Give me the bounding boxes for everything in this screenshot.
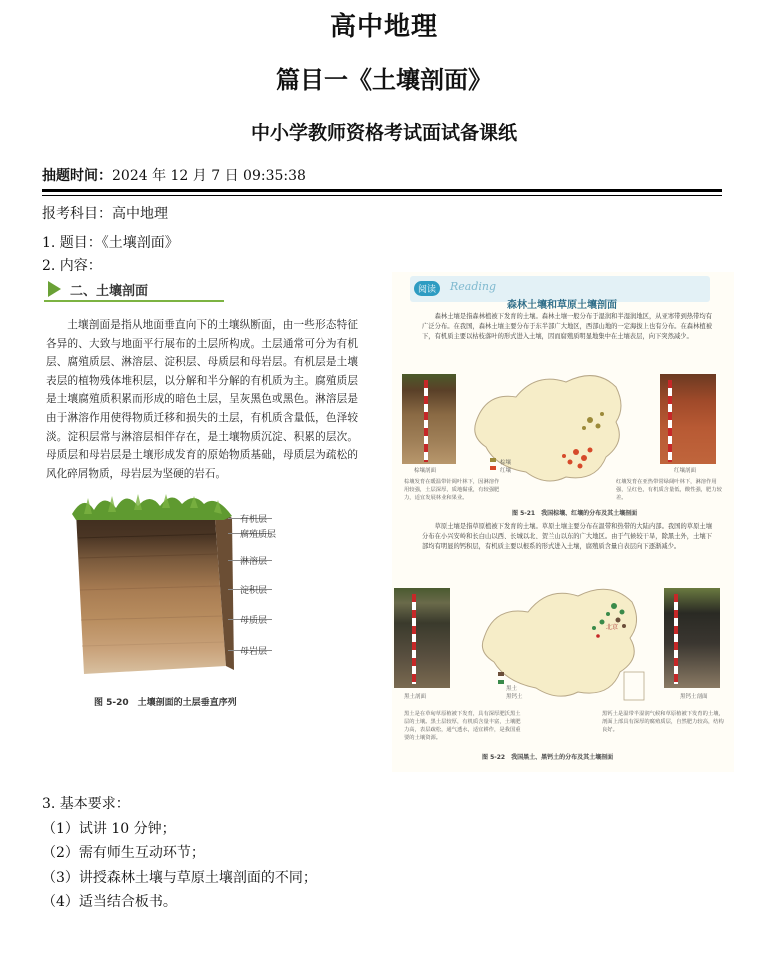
legend-black-soil: 黑土 xyxy=(506,686,518,692)
scale-ruler xyxy=(412,594,416,684)
forest-soil-paragraph: 森林土壤是指森林植被下发育的土壤。森林土壤一般分布于湿润和半湿润地区，从亚寒带到热带均有广泛分布。在我国，森林土壤主要分布于东半部广大地区，西部山地的一定海拔上也有分布。在森林植被下，有机质主要以枯枝落叶的形式进入土壤，因而腐殖质明显地集中在土壤表层，向下突然减少。 xyxy=(422,313,712,341)
textbook-right-image xyxy=(392,272,734,772)
requirements xyxy=(42,792,317,915)
layer-label-bedrock: 母岩层 xyxy=(240,647,268,657)
layer-label-illuvial: 淀积层 xyxy=(240,586,268,596)
draw-time xyxy=(42,165,306,185)
legend-chernozem: 黑钙土 xyxy=(506,694,523,700)
red-soil-caption: 红壤剖面 xyxy=(674,468,697,474)
black-soil-photo xyxy=(394,588,450,688)
figure-caption-5-20: 图 5-20 土壤剖面的土层垂直序列 xyxy=(94,698,237,708)
textbook-left-image xyxy=(44,278,374,728)
china-map-forest-soil xyxy=(466,362,636,492)
scale-ruler xyxy=(674,594,678,684)
layer-label-organic: 有机层 xyxy=(240,515,268,525)
chernozem-caption: 黑钙土剖面 xyxy=(680,694,708,700)
section-heading-text: 二、土壤剖面 xyxy=(70,284,149,299)
reading-title: 森林土壤和草原土壤剖面 xyxy=(507,300,617,311)
figure-caption-5-22: 图 5-22 我国黑土、黑钙土的分布及其土壤剖面 xyxy=(482,754,614,761)
grassland-soil-paragraph: 草原土壤是指草原植被下发育的土壤。草原土壤主要分布在温带和热带的大陆内部。我国的草原土壤分布在小兴安岭和长白山以西、长城以北、贺兰山以东的广大地区。由于气候较干旱，除黑土外，土壤下部均有明显的钙积层，有机质主要以根系的形式进入土壤，腐殖质含量自表层向下逐渐减少。 xyxy=(422,523,712,551)
reading-word: Reading xyxy=(450,280,497,293)
soil-profile-paragraph: 土壤剖面是指从地面垂直向下的土壤纵断面，由一些形态特征各异的、大致与地面平行展布的土层所构成。土层通常可分为有机层、腐殖质层、淋溶层、淀积层、母质层和母岩层。有机层是土壤表层的植物残体堆积层，以分解和半分解的有机质为主。腐殖质层是土壤腐殖质积累而形成的暗色土层，呈灰黑色或黑色。淋溶层是由于淋溶作用使得物质迁移和损失的土层，有机质含量低，色泽较淡。淀积层常与淋溶层相伴存在，是土壤物质沉淀、积累的层次。母质层和母岩层是土壤形成发育的原始物质基础，母质层为疏松的风化碎屑物质，母岩层为坚硬的岩石。 xyxy=(46,319,358,480)
black-soil-description: 黑土是在草甸草原植被下发育，具有深厚肥沃黑土层的土壤。黑土层较厚，有机质含量丰富，土壤肥力高，表层疏松，通气透水，适宜耕作，是我国重要的土壤资源。 xyxy=(404,711,521,741)
requirement-item: （4）适当结合板书。 xyxy=(42,894,177,910)
triangle-icon xyxy=(48,281,61,297)
scale-ruler xyxy=(424,380,428,462)
china-map-grassland-soil xyxy=(474,576,652,706)
soil-profile-illustration xyxy=(64,490,234,680)
requirement-item: （2）需有师生互动环节； xyxy=(42,845,205,861)
section-heading xyxy=(44,278,224,302)
item-content: 2. 内容： xyxy=(42,258,102,274)
reading-tag: 阅读 xyxy=(414,281,440,296)
brown-soil-caption: 棕壤剖面 xyxy=(414,468,437,474)
red-soil-description: 红壤发育在亚热带常绿阔叶林下，淋溶作用强，呈红色，有机质含量低，酸性强，肥力较差。 xyxy=(616,479,722,501)
layer-label-humus: 腐殖质层 xyxy=(240,530,277,540)
item-title: 1. 题目：《土壤剖面》 xyxy=(42,235,179,251)
black-soil-caption: 黑土剖面 xyxy=(404,694,427,700)
subject-title: 高中地理 xyxy=(329,12,438,42)
layer-label-eluvial: 淋溶层 xyxy=(240,557,268,567)
draw-time-value: 2024 年 12 月 7 日 09:35:38 xyxy=(112,168,306,184)
chernozem-description: 黑钙土是温带半湿润气候和草原植被下发育的土壤，剖面上部具有深厚的腐殖质层，自然肥力较高，结构良好。 xyxy=(602,711,724,733)
figure-caption-5-21: 图 5-21 我国棕壤、红壤的分布及其土壤剖面 xyxy=(512,510,638,517)
scale-ruler xyxy=(668,380,672,462)
beijing-label: 北京 xyxy=(606,624,619,631)
layer-label-parent-material: 母质层 xyxy=(240,616,268,626)
requirement-item: （3）讲授森林土壤与草原土壤剖面的不同； xyxy=(42,869,317,886)
draw-time-label: 抽题时间： xyxy=(42,168,112,184)
brown-soil-description: 棕壤发育在暖温带针阔叶林下，因淋溶作用较强，土层深厚，质地黏重，有较强肥力，适宜发展林业和果业。 xyxy=(404,479,500,501)
brown-soil-photo xyxy=(402,374,456,464)
legend-brown-soil: 棕壤 xyxy=(500,460,512,466)
subject-line: 报考科目：高中地理 xyxy=(42,206,168,222)
chapter-title: 篇目一《土壤剖面》 xyxy=(276,65,492,94)
legend-red-soil: 红壤 xyxy=(500,468,512,474)
requirements-heading: 3. 基本要求： xyxy=(42,796,130,812)
divider-thin xyxy=(42,195,722,196)
requirement-item: （1）试讲 10 分钟； xyxy=(42,820,176,837)
divider-thick xyxy=(42,189,722,192)
exam-title: 中小学教师资格考试面试备课纸 xyxy=(250,122,517,144)
chernozem-photo xyxy=(664,588,720,688)
